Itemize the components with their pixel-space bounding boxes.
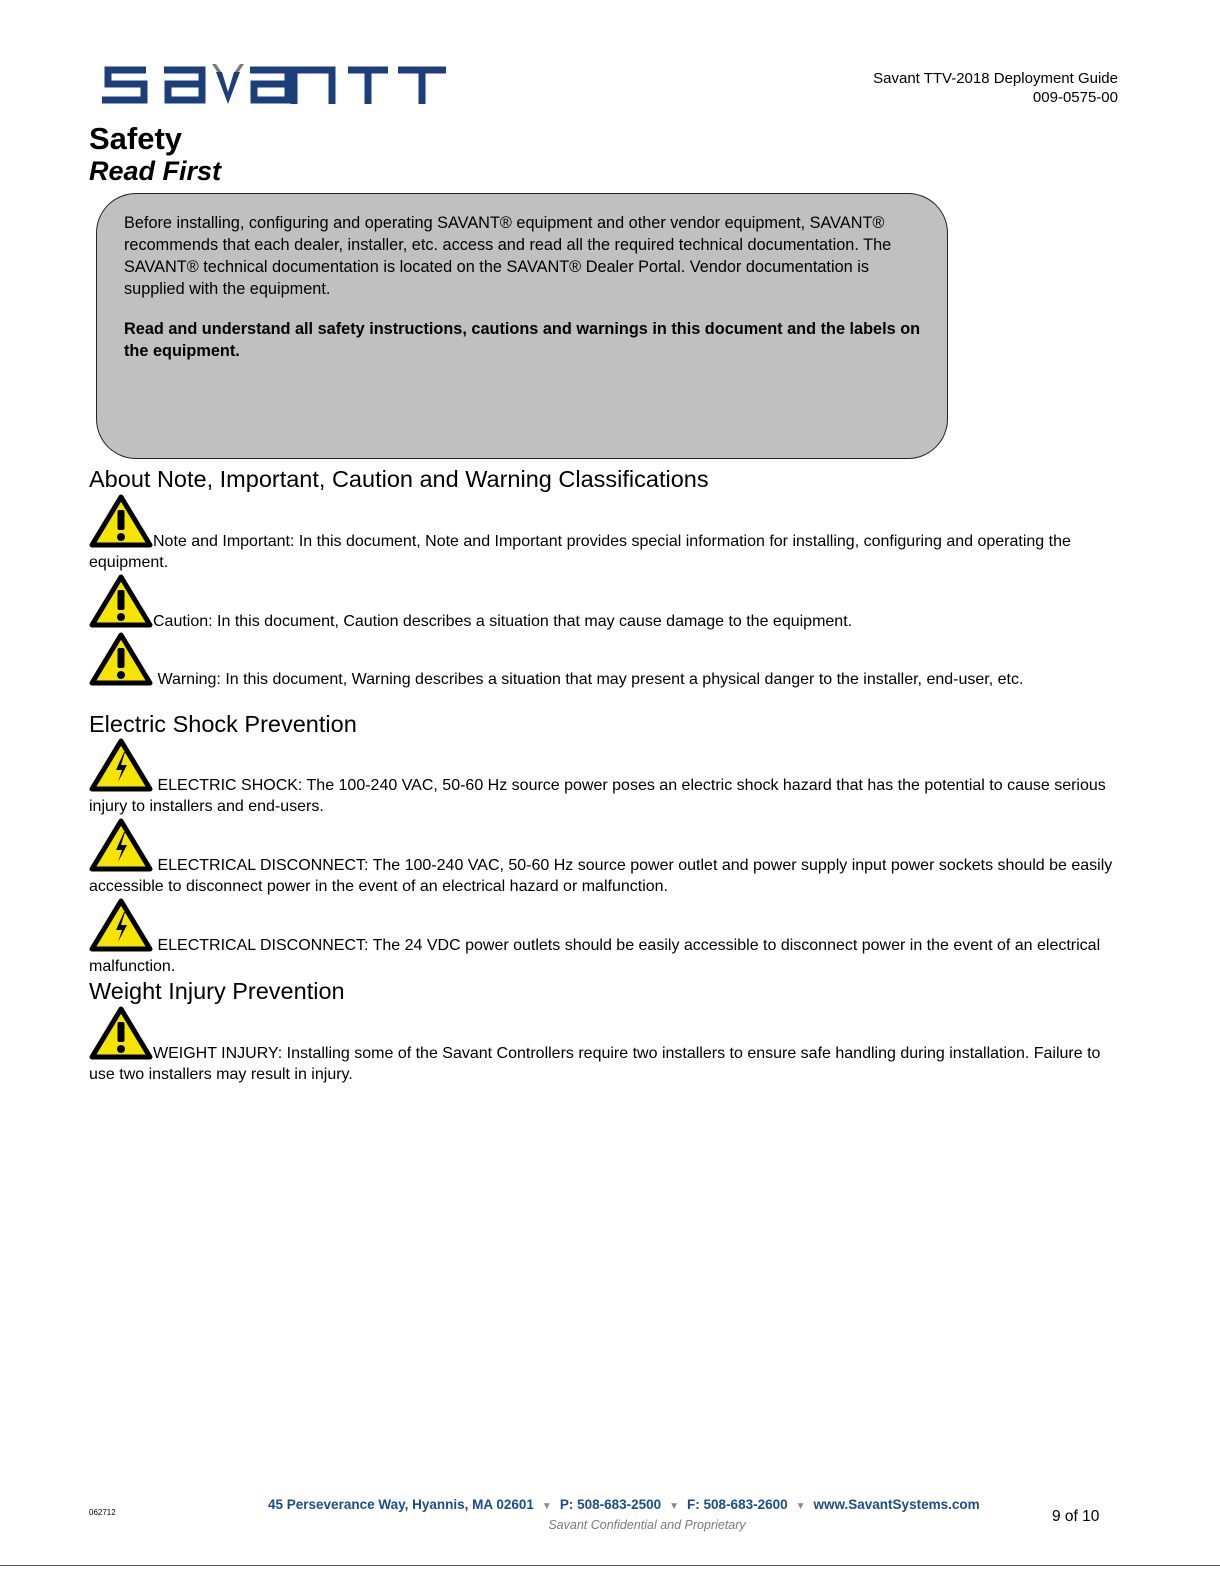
weight-injury-item [89, 1006, 1119, 1085]
caution-item [89, 574, 1119, 633]
note-important-item [89, 494, 1119, 573]
read-first-bold-paragraph: Read and understand all safety instructions, cautions and warnings in this document and the labels on the equipment. [124, 320, 921, 360]
section-heading-electric-shock: Electric Shock Prevention [89, 711, 357, 737]
footer-website[interactable]: www.SavantSystems.com [813, 1497, 980, 1512]
warning-triangle-icon [89, 494, 153, 548]
electric-hazard-icon [89, 738, 153, 792]
weight-injury-text: WEIGHT INJURY: Installing some of the Savant Controllers require two installers to ensure safe handling during installation. Failure to use two installers may result in injury. [89, 1045, 1101, 1083]
electrical-disconnect-dc-text: ELECTRICAL DISCONNECT: The 24 VDC power outlets should be easily accessible to disconnect power in the event of an electrical malfunction. [89, 937, 1101, 975]
confidential-notice: Savant Confidential and Proprietary [548, 1518, 746, 1532]
triangle-separator-icon: ▼ [541, 1501, 552, 1512]
read-first-paragraph: Before installing, configuring and operating SAVANT® equipment and other vendor equipment, SAVANT® recommends that each dealer, installer, etc. access and read all the required technical documentation. The SAVANT® technical documentation is located on the SAVANT® Dealer Portal. Vendor documentation is supplied with the equipment. [124, 214, 892, 298]
footer-address: 45 Perseverance Way, Hyannis, MA 02601 [268, 1497, 534, 1512]
read-first-box [96, 193, 948, 459]
warning-triangle-icon [89, 632, 153, 686]
document-header [873, 69, 1118, 107]
footer-contact [268, 1497, 980, 1512]
savant-logo [98, 60, 450, 108]
electrical-disconnect-dc-item [89, 898, 1119, 977]
form-id: 062712 [89, 1508, 116, 1517]
page-subtitle: Read First [89, 156, 222, 186]
warning-triangle-icon [89, 574, 153, 628]
caution-text: Caution: In this document, Caution describes a situation that may cause damage to the equipment. [153, 613, 853, 630]
page-title: Safety [89, 121, 183, 156]
note-important-text: Note and Important: In this document, Note and Important provides special information for installing, configuring and operating the equipment. [89, 533, 1071, 571]
warning-triangle-icon [89, 1006, 153, 1060]
electrical-disconnect-ac-item [89, 818, 1119, 897]
page-number: 9 of 10 [1052, 1508, 1100, 1525]
section-heading-classifications: About Note, Important, Caution and Warning Classifications [89, 466, 709, 492]
footer-fax: F: 508-683-2600 [687, 1497, 788, 1512]
electric-shock-text: ELECTRIC SHOCK: The 100-240 VAC, 50-60 Hz source power poses an electric shock hazard that has the potential to cause serious injury to installers and end-users. [89, 777, 1106, 815]
footer-phone: P: 508-683-2500 [559, 1497, 662, 1512]
section-heading-weight-injury: Weight Injury Prevention [89, 978, 345, 1004]
electric-shock-item [89, 738, 1119, 817]
doc-number: 009-0575-00 [1032, 89, 1118, 106]
electrical-disconnect-ac-text: ELECTRICAL DISCONNECT: The 100-240 VAC, 50-60 Hz source power outlet and power supply input power sockets should be easily accessible to disconnect power in the event of an electrical hazard or malfunction. [89, 857, 1113, 895]
triangle-separator-icon: ▼ [669, 1501, 680, 1512]
bottom-divider [0, 1565, 1220, 1566]
warning-item [89, 632, 1119, 691]
warning-text: Warning: In this document, Warning describes a situation that may present a physical danger to the installer, end-user, etc. [153, 671, 1024, 688]
triangle-separator-icon: ▼ [795, 1501, 806, 1512]
electric-hazard-icon [89, 818, 153, 872]
electric-hazard-icon [89, 898, 153, 952]
doc-title: Savant TTV-2018 Deployment Guide [873, 70, 1118, 87]
